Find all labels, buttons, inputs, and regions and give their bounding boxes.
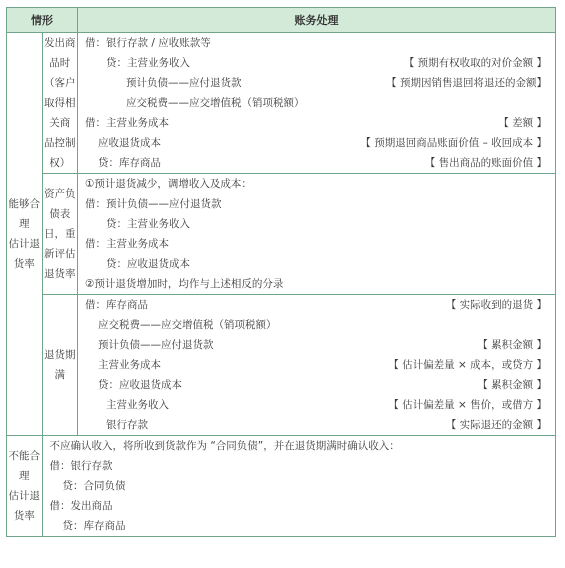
entry-text: 预计负债——应付退货款 <box>98 339 214 351</box>
entry-line <box>78 375 555 395</box>
entry-line <box>43 496 556 516</box>
entries-cannot-estimate <box>42 436 556 537</box>
entry-amount-note: 【 售出商品的账面价值 】 <box>424 157 547 169</box>
entry-amount-note: 【 实际退还的金额 】 <box>445 419 547 431</box>
entry-line <box>78 355 555 375</box>
entry-line <box>78 335 555 355</box>
entry-text: 借：主营业务成本 <box>85 238 169 250</box>
entry-amount-note: 【 预期退回商品账面价值 – 收回成本 】 <box>360 137 547 149</box>
entry-text: 应交税费——应交增值税（销项税额） <box>98 319 277 331</box>
entry-text: 应交税费——应交增值税（销项税额） <box>126 97 305 109</box>
entry-text: 应收退货成本 <box>98 137 161 149</box>
entry-text: 不应确认收入，将所收到货款作为 “合同负债”，并在退货期满时确认收入： <box>49 440 400 452</box>
entry-line <box>78 274 555 294</box>
sub-label-line: 品控制权） <box>44 137 76 169</box>
table-row-shipment <box>7 33 556 174</box>
entry-line <box>78 53 555 73</box>
entry-amount-note: 【 估计偏差量 × 成本，或贷方 】 <box>388 359 547 371</box>
entry-line <box>43 476 556 496</box>
entry-text: ②预计退货增加时，均作与上述相反的分录 <box>85 278 284 290</box>
header-situation: 情形 <box>7 8 78 33</box>
entry-amount-note: 【 累积金额 】 <box>477 339 547 351</box>
entry-text: 主营业务成本 <box>98 359 161 371</box>
entry-text: 借：银行存款 <box>49 460 113 472</box>
entry-line <box>78 113 555 133</box>
sub-label-line: 发出商品时 <box>44 37 76 69</box>
table-row-expiry <box>7 295 556 436</box>
situation-label-line: 估计退货率 <box>8 238 40 270</box>
table-row-balance-sheet <box>7 174 556 295</box>
sub-label-line: 资产负债表日，重 <box>44 188 76 240</box>
entry-text: 贷：主营业务收入 <box>106 218 190 230</box>
entry-text: 预计负债——应付退货款 <box>126 77 242 89</box>
situation-cannot-estimate <box>7 436 43 537</box>
situation-can-estimate <box>7 33 43 436</box>
entry-line <box>78 93 555 113</box>
entry-amount-note: 【 累积金额 】 <box>477 379 547 391</box>
entry-line <box>43 436 556 456</box>
entry-amount-note: 【 差额 】 <box>498 117 547 129</box>
situation-label-line: 估计退货率 <box>8 490 40 522</box>
entry-text: 贷：库存商品 <box>62 520 126 532</box>
entry-text: 贷：合同负债 <box>62 480 126 492</box>
entry-text: 借：发出商品 <box>49 500 113 512</box>
entry-text: 借：银行存款 / 应收账款等 <box>85 37 211 49</box>
entry-line <box>78 234 555 254</box>
sub-situation-balance-sheet <box>42 174 78 295</box>
entry-text: 银行存款 <box>106 419 148 431</box>
sub-label-line: 新评估退货率 <box>44 248 76 280</box>
entry-text: 贷：库存商品 <box>98 157 161 169</box>
entry-line <box>78 395 555 415</box>
sub-label-line: （客户取得相关商 <box>44 77 76 129</box>
entry-line <box>43 456 556 476</box>
entry-amount-note: 【 估计偏差量 × 售价，或借方 】 <box>388 399 547 411</box>
accounting-treatment-table <box>6 7 556 537</box>
header-row <box>7 8 556 33</box>
entry-text: 借：库存商品 <box>85 299 148 311</box>
situation-label-line: 能够合理 <box>8 198 40 230</box>
sub-situation-shipment <box>42 33 78 174</box>
entry-amount-note: 【 实际收到的退货 】 <box>445 299 547 311</box>
entry-line <box>78 214 555 234</box>
entry-line <box>78 315 555 335</box>
entry-text: 借：预计负债——应付退货款 <box>85 198 222 210</box>
entry-text: 贷：应收退货成本 <box>98 379 182 391</box>
entry-line <box>78 153 555 173</box>
entries-balance-sheet <box>78 174 556 295</box>
entry-line <box>78 33 555 53</box>
entries-shipment <box>78 33 556 174</box>
entry-amount-note: 【 预期有权收取的对价金额 】 <box>403 57 547 69</box>
entry-line <box>78 194 555 214</box>
entries-expiry <box>78 295 556 436</box>
entry-line <box>78 73 555 93</box>
entry-line <box>43 516 556 536</box>
table-row-cannot-estimate <box>7 436 556 537</box>
entry-line <box>78 295 555 315</box>
situation-label-line: 不能合理 <box>8 450 40 482</box>
entry-line <box>78 415 555 435</box>
header-treatment: 账务处理 <box>78 8 556 33</box>
entry-text: ①预计退货减少，调增收入及成本： <box>85 178 252 190</box>
entry-text: 主营业务收入 <box>106 399 169 411</box>
entry-text: 贷：主营业务收入 <box>106 57 190 69</box>
entry-text: 贷：应收退货成本 <box>106 258 190 270</box>
sub-situation-expiry: 退货期满 <box>42 295 78 436</box>
entry-line <box>78 254 555 274</box>
entry-line <box>78 174 555 194</box>
entry-amount-note: 【 预期因销售退回将退还的金额】 <box>386 77 547 89</box>
entry-text: 借：主营业务成本 <box>85 117 169 129</box>
entry-line <box>78 133 555 153</box>
